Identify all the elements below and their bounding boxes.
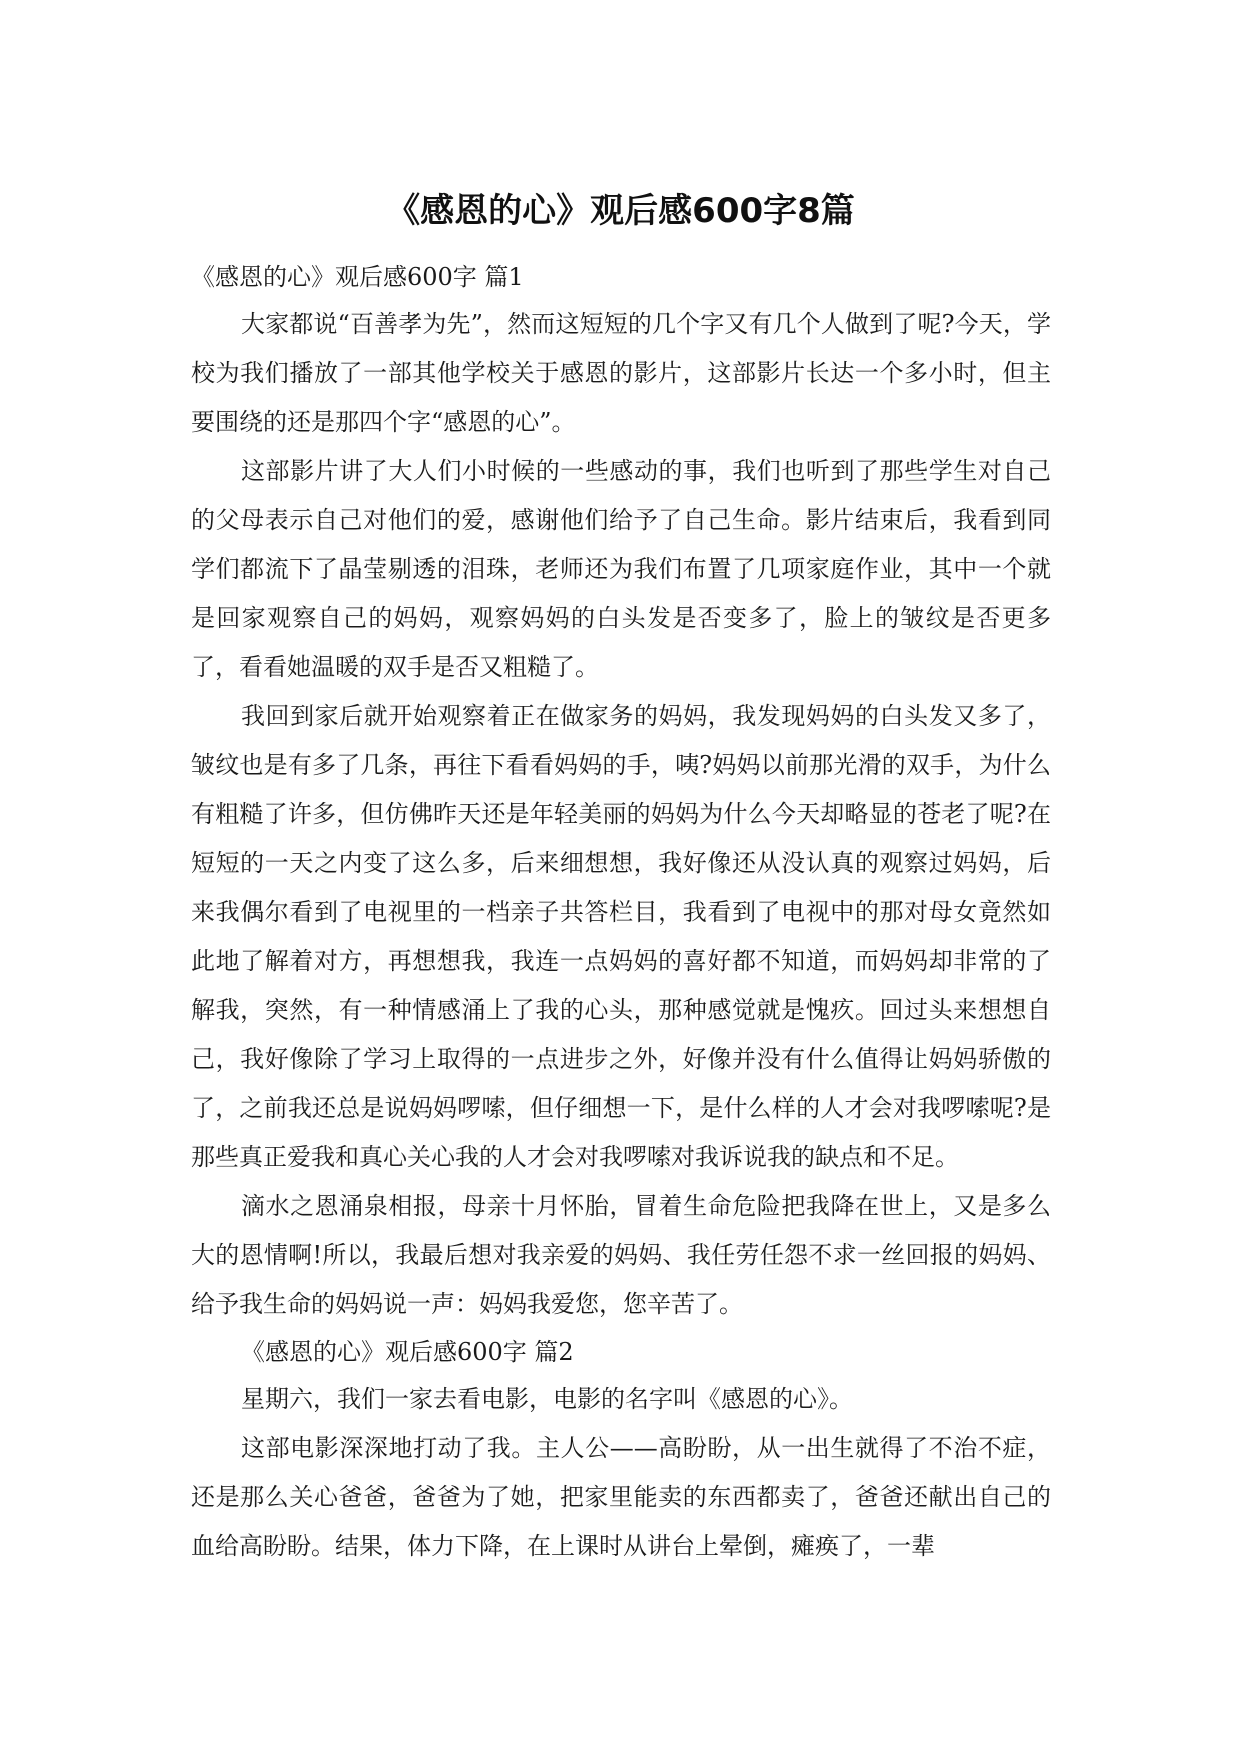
document-body (191, 254, 1051, 1571)
paragraph: 星期六，我们一家去看电影，电影的名字叫《感恩的心》。 (241, 1385, 853, 1413)
paragraph: 滴水之恩涌泉相报，母亲十月怀胎，冒着生命危险把我降在世上，又是多么大的恩情啊!所以，我最后想对我亲爱的妈妈、我任劳任怨不求一丝回报的妈妈、给予我生命的妈妈说一声：妈妈我爱您，您辛苦了。 (191, 1192, 1051, 1318)
paragraph: 大家都说“百善孝为先”，然而这短短的几个字又有几个人做到了呢?今天，学校为我们播放了一部其他学校关于感恩的影片，这部影片长达一个多小时，但主要围绕的还是那四个字“感恩的心”。 (191, 310, 1051, 436)
paragraph: 这部电影深深地打动了我。主人公——高盼盼，从一出生就得了不治不症，还是那么关心爸爸，爸爸为了她，把家里能卖的东西都卖了，爸爸还献出自己的血给高盼盼。结果，体力下降，在上课时从讲台上晕倒，瘫痪了，一辈 (191, 1434, 1051, 1560)
section-heading-2: 《感恩的心》观后感600字 篇2 (241, 1338, 574, 1366)
paragraph: 我回到家后就开始观察着正在做家务的妈妈，我发现妈妈的白头发又多了，皱纹也是有多了几条，再往下看看妈妈的手，咦?妈妈以前那光滑的双手，为什么有粗糙了许多，但仿佛昨天还是年轻美丽的妈妈为什么今天却略显的苍老了呢?在短短的一天之内变了这么多，后来细想想，我好像还从没认真的观察过妈妈，后来我偶尔看到了电视里的一档亲子共答栏目，我看到了电视中的那对母女竟然如此地了解着对方，再想想我，我连一点妈妈的喜好都不知道，而妈妈却非常的了解我，突然，有一种情感涌上了我的心头，那种感觉就是愧疚。回过头来想想自己，我好像除了学习上取得的一点进步之外，好像并没有什么值得让妈妈骄傲的了，之前我还总是说妈妈啰嗦，但仔细想一下，是什么样的人才会对我啰嗦呢?是那些真正爱我和真心关心我的人才会对我啰嗦对我诉说我的缺点和不足。 (191, 702, 1051, 1171)
document-title: 《感恩的心》观后感600字8篇 (386, 191, 855, 231)
section-heading-1: 《感恩的心》观后感600字 篇1 (191, 263, 524, 291)
paragraph: 这部影片讲了大人们小时候的一些感动的事，我们也听到了那些学生对自己的父母表示自己对他们的爱，感谢他们给予了自己生命。影片结束后，我看到同学们都流下了晶莹剔透的泪珠，老师还为我们布置了几项家庭作业，其中一个就是回家观察自己的妈妈，观察妈妈的白头发是否变多了，脸上的皱纹是否更多了，看看她温暖的双手是否又粗糙了。 (191, 457, 1051, 681)
